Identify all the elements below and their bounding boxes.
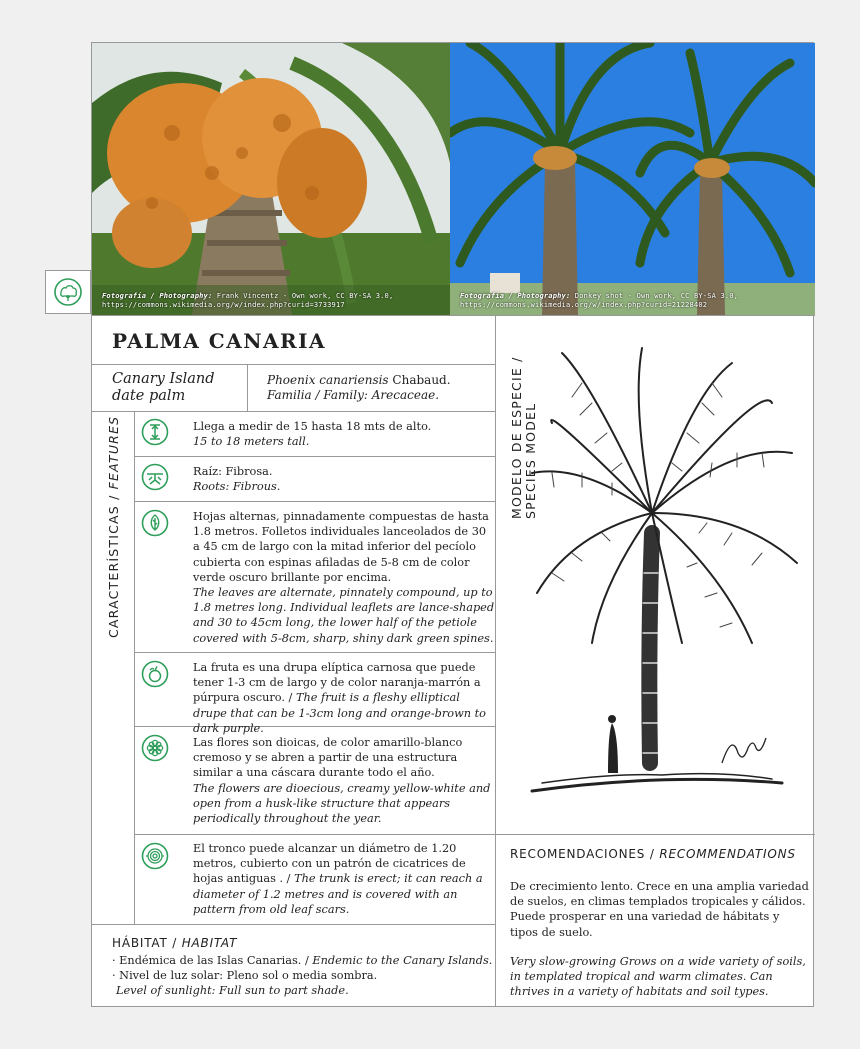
leaf-icon — [141, 509, 169, 537]
feature-fruit — [193, 660, 495, 736]
photo-credit-text: Frank Vincentz - Own work, CC BY-SA 3.0, — [216, 292, 394, 300]
feature-text-en: 15 to 18 meters tall. — [193, 435, 310, 449]
species-card — [91, 42, 814, 1007]
habitat-heading — [112, 936, 237, 950]
divider — [92, 924, 495, 925]
recommendations-en: Very slow-growing Grows on a wide variety of soils, in templated tropical and warm climates. Can thrives in a variety of habitats and soil types. — [510, 955, 806, 999]
feature-roots — [193, 464, 495, 494]
habitat-heading-es: HÁBITAT / — [112, 936, 178, 950]
page-title: PALMA CANARIA — [112, 329, 327, 353]
feature-text-es: Llega a medir de 15 hasta 18 mts de alto. — [193, 420, 432, 433]
photo-credit-text: Donkey shot - Own work, CC BY-SA 3.0, — [574, 292, 739, 300]
feature-text-en: The flowers are dioecious, creamy yellow-white and open from a husk-like structure that appears periodically throughout the year. — [193, 781, 491, 826]
height-icon — [141, 418, 169, 446]
tree-logo-icon — [46, 271, 90, 313]
recommendations-es: De crecimiento lento. Crece en una amplia variedad de suelos, en climas templados tropicales y cálidos. Puede prosperar en una variedad de hábitats y tipos de suelo. — [510, 880, 809, 939]
species-author: Chabaud. — [392, 373, 451, 387]
divider — [495, 834, 815, 835]
feature-flowers — [193, 735, 495, 826]
photo-credit-url: https://commons.wikimedia.org/w/index.php?curid=3733917 — [102, 301, 345, 309]
feature-trunk — [193, 841, 495, 917]
trunk-icon — [141, 842, 169, 870]
features-heading-en: FEATURES — [106, 415, 121, 490]
species-name: Phoenix canariensis — [267, 373, 389, 387]
divider — [247, 364, 248, 411]
divider — [134, 834, 495, 835]
feature-text-es: El tronco puede alcanzar un diámetro de 1.20 metros, cubierto con un patrón de cicatrices de hojas antiguas . / — [193, 842, 466, 886]
divider — [92, 411, 495, 412]
feature-text-en: The leaves are alternate, pinnately compound, up to 1.8 metres long. Individual leaflets are lance-shaped and 30 to 45cm long, the lower half of the petiole covered with 5-8cm, sharp, shiny dark green spines. — [193, 586, 495, 645]
fruit-icon — [141, 660, 169, 688]
divider — [134, 501, 495, 502]
family-line: Familia / Family: Arecaceae. — [267, 388, 440, 402]
species-heading-en: SPECIES MODEL — [523, 402, 538, 519]
photo-credit-url: https://commons.wikimedia.org/w/index.php?curid=21228402 — [460, 301, 708, 309]
divider — [92, 315, 815, 316]
habitat-heading-en: HABITAT — [181, 936, 238, 950]
feature-text-en: Roots: Fibrous. — [193, 480, 281, 494]
photo-fruit-clusters — [92, 43, 450, 315]
root-icon — [141, 463, 169, 491]
flower-icon — [141, 734, 169, 762]
scientific-name — [267, 373, 451, 403]
feature-text-es: Hojas alternas, pinnadamente compuestas de hasta 1.8 metros. Folletos individuales lanceolados de 30 a 45 cm de largo con la mitad inferior del pecíolo cubierta con espinas afiladas de 5-8 cm de color verde oscuro brillante por encima. — [193, 510, 489, 584]
habitat-text — [112, 953, 497, 999]
divider — [92, 364, 495, 365]
photo-credit-2 — [460, 292, 738, 310]
habitat-line1-en: Endemic to the Canary Islands. — [312, 954, 493, 967]
palm-illustration — [522, 343, 812, 793]
photo-palm-trees — [450, 43, 815, 315]
feature-leaves — [193, 509, 495, 646]
feature-text-es: La fruta es una drupa elíptica carnosa que puede tener 1-3 cm de largo y de color naranja-marrón a púrpura oscuro. / — [193, 661, 481, 705]
feature-text-en: The trunk is erect; it can reach a diameter of 1.2 metres and is covered with an pattern from old leaf scars. — [193, 872, 483, 916]
common-name: Canary Island date palm — [112, 371, 215, 404]
features-heading — [106, 416, 121, 638]
recommendations-heading-es: RECOMENDACIONES / — [510, 847, 655, 861]
habitat-line2-en: Level of sunlight: Full sun to part shade. — [116, 984, 349, 998]
divider — [134, 456, 495, 457]
habitat-line2-es: · Nivel de luz solar: Pleno sol o media sombra. — [112, 969, 378, 983]
feature-text-es: Raíz: Fibrosa. — [193, 465, 273, 478]
logo — [45, 270, 91, 314]
divider — [134, 652, 495, 653]
photo-credit-1 — [102, 292, 393, 310]
photo-credit-label: Fotografía / Photography: — [460, 292, 571, 300]
divider — [134, 411, 135, 924]
feature-text-en: The fruit is a fleshy elliptical drupe that can be 1-3cm long and orange-brown to dark purple. — [193, 691, 486, 735]
habitat-line1-es: · Endémica de las Islas Canarias. / — [112, 954, 309, 967]
species-heading-es: MODELO DE ESPECIE / — [509, 356, 524, 519]
feature-text-es: Las flores son dioicas, de color amarillo-blanco cremoso y se abren a partir de una estructura similar a una cáscara durante todo el año. — [193, 736, 463, 780]
divider — [495, 315, 496, 1006]
recommendations-heading — [510, 847, 796, 861]
recommendations-heading-en: RECOMMENDATIONS — [659, 847, 796, 861]
photo-strip — [92, 43, 815, 315]
photo-credit-label: Fotografía / Photography: — [102, 292, 213, 300]
feature-height — [193, 419, 495, 449]
features-heading-es: CARACTERÍSTICAS / — [106, 494, 121, 638]
